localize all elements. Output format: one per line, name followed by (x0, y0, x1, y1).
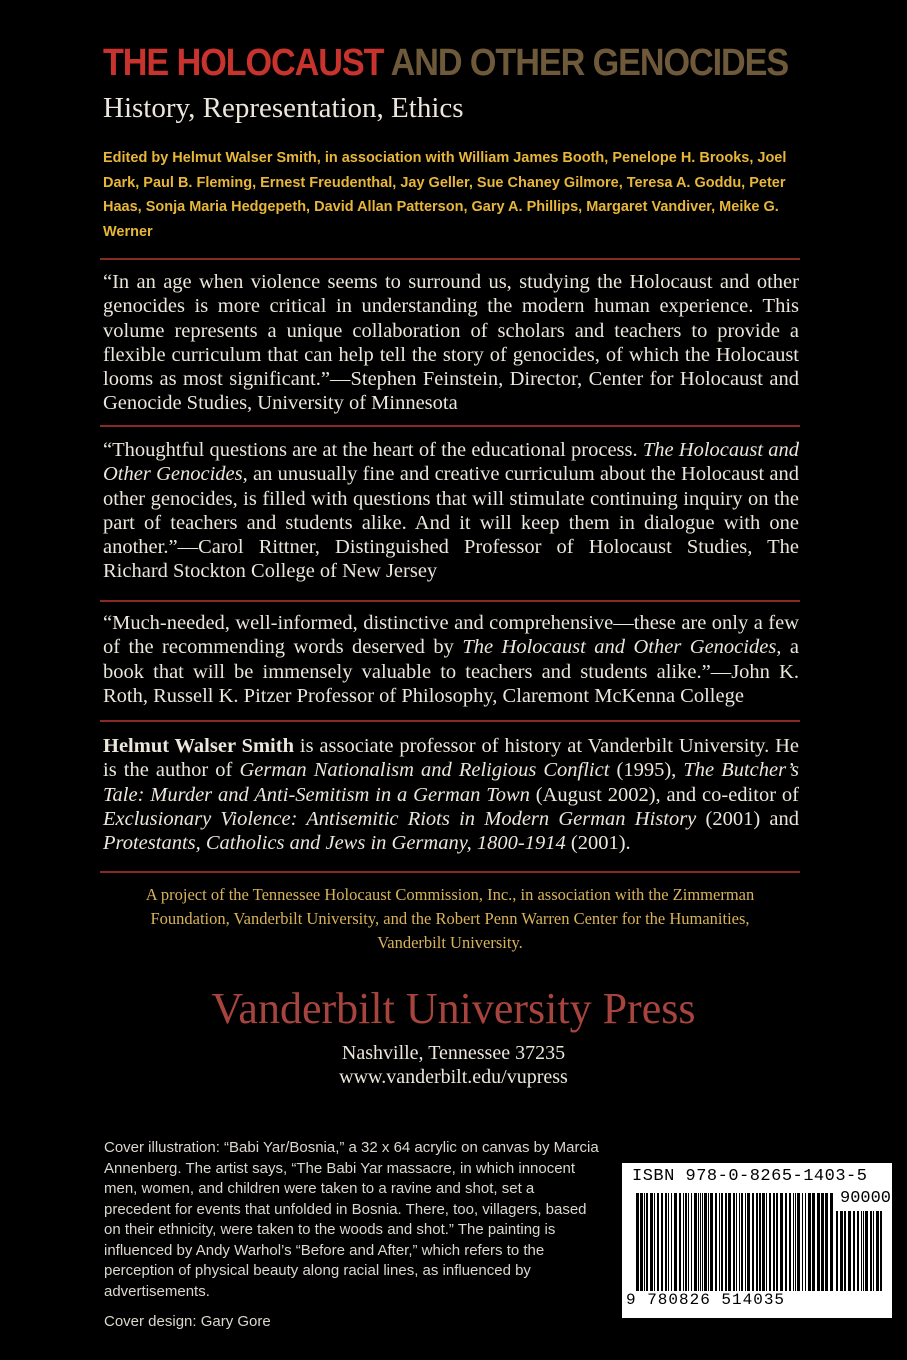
bio-book-2: The Butcher’s Tale: Murder and Anti-Semitism in a German Town (103, 759, 799, 806)
quote-roth-text-a: “Much-needed, well-informed, distinctive and comprehensive—these are only a few of the recommending words deserved by (103, 612, 799, 659)
quote-rittner-text-b: an unusually fine and creative curriculum about the Holocaust and other genocides, is filled with questions that will stimulate continuing inquiry on the part of teachers and students alike. And it will keep them in dialogue with one another.”—Carol Rittner, Distinguished Professor of Holocaust Studies, The Richard Stockton College of New Jersey (103, 463, 799, 583)
barcode-bar (725, 1193, 727, 1291)
bio-book-3: Exclusionary Violence: Antisemitic Riots in Modern German History (103, 807, 697, 830)
barcode-bar (817, 1193, 820, 1291)
cover-design-credit: Cover design: Gary Gore (104, 1313, 271, 1330)
barcode-bar (825, 1193, 828, 1291)
ean-number: 9 780826 514035 (626, 1291, 786, 1309)
barcode-bar (710, 1193, 713, 1291)
barcode-bar (808, 1193, 811, 1291)
barcode-bar (797, 1193, 800, 1291)
barcode-bar (654, 1193, 655, 1291)
barcode-bar (704, 1193, 707, 1291)
barcode-bar (812, 1193, 815, 1291)
barcode-bar (766, 1193, 767, 1291)
barcode-bar (674, 1193, 677, 1291)
book-title (103, 42, 788, 85)
barcode-bar (795, 1193, 796, 1291)
bio-text-3: (August 2002), and co-editor of (529, 783, 799, 806)
barcode-bar (789, 1193, 791, 1291)
barcode-bar (785, 1193, 787, 1291)
barcode-bar (700, 1193, 701, 1291)
price-code: 90000 (840, 1189, 892, 1208)
barcode-graphic (636, 1193, 836, 1291)
divider-5 (100, 871, 800, 873)
barcode-bar (698, 1193, 699, 1291)
barcode-bar (821, 1193, 824, 1291)
barcode-bar (745, 1193, 746, 1291)
isbn-label: ISBN 978-0-8265-1403-5 (632, 1167, 868, 1186)
barcode-bar (640, 1193, 643, 1291)
barcode-bar (759, 1193, 761, 1291)
barcode-bar (644, 1193, 645, 1291)
barcode-bar (793, 1193, 794, 1291)
barcode-bar (853, 1211, 855, 1291)
publisher-city: Nashville, Tennessee 37235 (341, 1042, 566, 1064)
barcode-bar (840, 1211, 843, 1291)
barcode-bar (848, 1211, 851, 1291)
barcode-bar (665, 1193, 667, 1291)
bio-text-4: (2001) and (696, 807, 799, 830)
barcode-bar (683, 1193, 684, 1291)
barcode-bar (861, 1211, 862, 1291)
barcode-bar (661, 1193, 663, 1291)
barcode-bar (762, 1193, 765, 1291)
barcode-bar (880, 1211, 882, 1291)
barcode-bar (719, 1193, 720, 1291)
title-part-1: THE HOLOCAUST (103, 42, 384, 84)
barcode-bar (657, 1193, 659, 1291)
barcode-bar (715, 1193, 717, 1291)
barcode-bar (702, 1193, 703, 1291)
barcode-bar (873, 1211, 874, 1291)
barcode-bar (752, 1193, 754, 1291)
barcode-bar (736, 1193, 737, 1291)
author-name: Helmut Walser Smith (103, 735, 294, 757)
bio-text-5: (2001). (565, 832, 631, 855)
divider-3 (100, 600, 800, 602)
barcode-bar (741, 1193, 743, 1291)
divider-2 (100, 425, 800, 427)
bio-text-1: is associate professor of history at Vanderbilt University. He is the author of (103, 735, 800, 782)
barcode-bar (650, 1193, 653, 1291)
barcode-bar (671, 1193, 672, 1291)
publisher-address (0, 1041, 907, 1089)
barcode-bar (870, 1211, 872, 1291)
quote-rittner (103, 438, 799, 584)
barcode-bar (802, 1193, 803, 1291)
barcode-bar (830, 1193, 833, 1291)
barcode-bar (805, 1193, 806, 1291)
author-bio (103, 734, 799, 855)
bio-text-2: (1995), (609, 759, 684, 782)
publisher-url: www.vanderbilt.edu/vupress (339, 1066, 568, 1088)
barcode-bar (756, 1193, 758, 1291)
barcode-bar (769, 1193, 771, 1291)
quote-feinstein: “In an age when violence seems to surround us, studying the Holocaust and other genocides is more critical in understanding the modern human experience. This volume represents a unique collaboration of scholars and teachers to provide a flexible curriculum that can help tell the story of genocides, of which the Holocaust looms as most significant.”—Stephen Feinstein, Director, Center for Holocaust and Genocide Studies, University of Minnesota (103, 271, 799, 415)
barcode-bar (728, 1193, 731, 1291)
barcode-bar (863, 1211, 864, 1291)
barcode-bar (636, 1193, 639, 1291)
quote-roth (103, 611, 799, 708)
barcode-bar (691, 1193, 692, 1291)
bio-book-1: German Nationalism and Religious Conflict (239, 759, 610, 782)
quote-rittner-text-a: “Thoughtful questions are at the heart of the educational process. (103, 439, 643, 461)
barcode-bar (733, 1193, 735, 1291)
quote-roth-book-title: The Holocaust and Other Genocides, (462, 636, 782, 659)
barcode-bar (679, 1193, 681, 1291)
barcode-bar (685, 1193, 687, 1291)
quote-rittner-book-title: The Holocaust and Other Genocides, (103, 439, 799, 486)
divider-1 (100, 258, 800, 260)
barcode-bar (776, 1193, 778, 1291)
barcode-bar (694, 1193, 697, 1291)
barcode-bar (773, 1193, 775, 1291)
barcode-bar (721, 1193, 723, 1291)
barcode-panel (622, 1163, 892, 1318)
barcode-bar (739, 1193, 740, 1291)
barcode-bar (876, 1211, 879, 1291)
price-barcode-graphic (836, 1211, 884, 1291)
barcode-bar (688, 1193, 689, 1291)
quote-roth-text-b: a book that will be immensely valuable to teachers and students alike.”—John K. Roth, Russell K. Pitzer Professor of Philosophy, Claremont McKenna College (103, 636, 799, 707)
barcode-bar (747, 1193, 750, 1291)
barcode-bar (844, 1211, 846, 1291)
barcode-bar (857, 1211, 859, 1291)
divider-4 (100, 720, 800, 722)
editors-list: Edited by Helmut Walser Smith, in association with William James Booth, Penelope H. Brooks, Joel Dark, Paul B. Fleming, Ernest Freudenthal, Jay Geller, Sue Chaney Gilmore, Teresa A. Goddu, Peter Haas, Sonja Maria Hedgepeth, David Allan Patterson, Gary A. Phillips, Margaret Vandiver, Meike G. Werner (103, 150, 787, 240)
barcode-bar (708, 1193, 709, 1291)
barcode-bar (865, 1211, 868, 1291)
book-subtitle: History, Representation, Ethics (103, 92, 464, 124)
barcode-bar (646, 1193, 648, 1291)
publisher-name: Vanderbilt University Press (211, 984, 696, 1033)
bio-book-4: Protestants, Catholics and Jews in Germany, 1800-1914 (103, 832, 566, 855)
title-part-2: AND OTHER GENOCIDES (383, 42, 789, 84)
project-statement: A project of the Tennessee Holocaust Commission, Inc., in association with the Zimmerman Foundation, Vanderbilt University, and the Robert Penn Warren Center for the Humanities, Vanderbilt University. (145, 885, 755, 952)
barcode-bar (668, 1193, 669, 1291)
barcode-bar (780, 1193, 783, 1291)
cover-illustration-credit: Cover illustration: “Babi Yar/Bosnia,” a 32 x 64 acrylic on canvas by Marcia Annenberg. The artist says, “The Babi Yar massacre, in which innocent men, women, and children were taken to a ravine and shot, set a precedent for events that unfolded in Bosnia. There, too, villagers, based on their ethnicity, were taken to the woods and shot.” The painting is influenced by Andy Warhol’s “Before and After,” which refers to the perception of physical beauty along racial lines, as influenced by advertisements. (104, 1139, 599, 1300)
barcode-bar (836, 1211, 838, 1291)
